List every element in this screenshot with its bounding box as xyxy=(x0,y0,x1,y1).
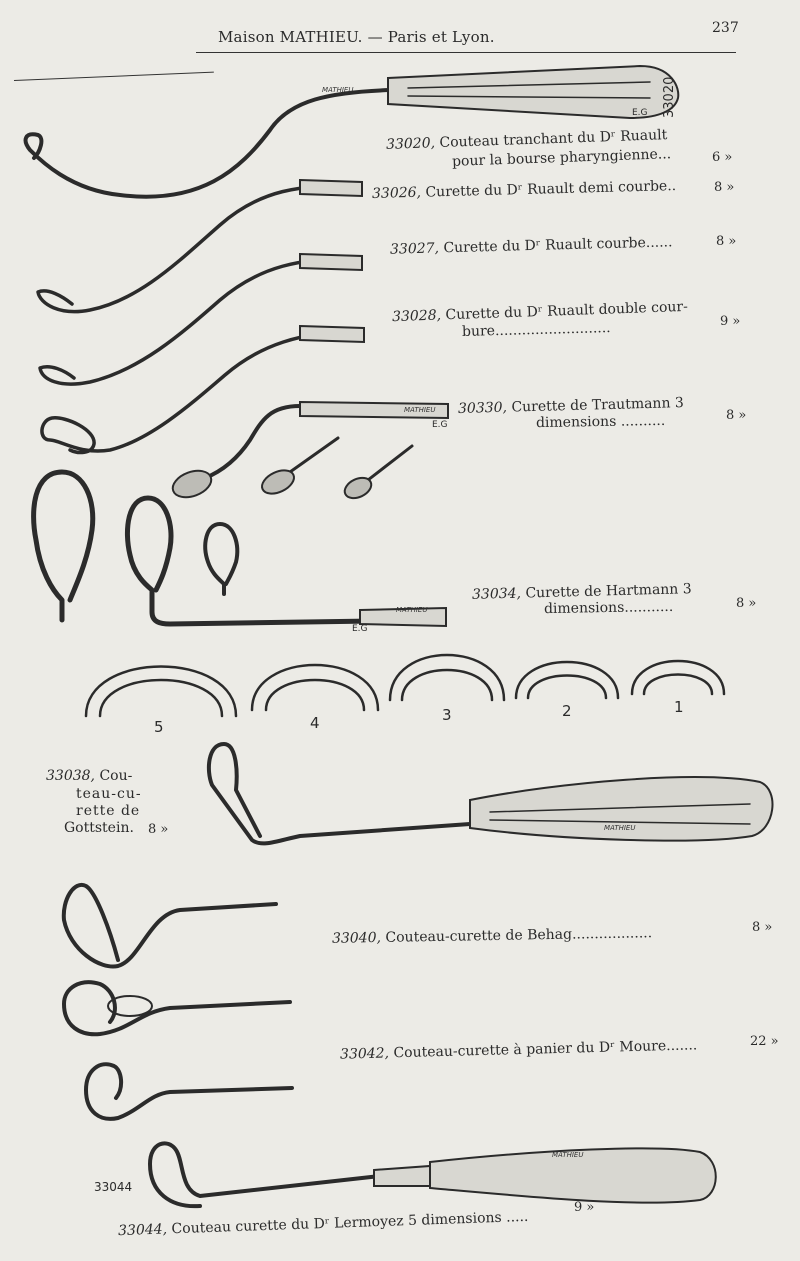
entry-33038-line3: rette de xyxy=(76,803,141,819)
page-header-title: Maison MATHIEU. — Paris et Lyon. xyxy=(218,28,495,46)
entry-33027-price: 8 » xyxy=(716,234,737,249)
entry-code: 33038, xyxy=(46,768,95,784)
entry-code: 33028, xyxy=(391,307,442,326)
entry-code: 33042, xyxy=(339,1045,390,1063)
entry-code: 33044, xyxy=(117,1221,168,1240)
stamp-eg-1: E.G xyxy=(632,108,648,118)
entry-text: Curette du Dʳ Ruault courbe...... xyxy=(443,234,673,257)
instrument-33042-illustration xyxy=(64,982,292,1119)
entry-text: Curette du Dʳ Ruault demi courbe.. xyxy=(425,178,677,201)
entry-code: 33020, xyxy=(385,135,436,153)
instrument-33027-illustration xyxy=(40,254,362,384)
svg-text:MATHIEU: MATHIEU xyxy=(404,406,436,414)
entry-text: Curette du Dʳ Ruault double cour- xyxy=(445,298,689,324)
svg-text:MATHIEU: MATHIEU xyxy=(396,606,428,614)
stamp-code-33020: 33020 xyxy=(662,76,677,118)
entry-code: 30330, xyxy=(457,399,508,417)
size-label-5: 5 xyxy=(154,718,164,736)
instrument-30330-illustration xyxy=(169,402,448,502)
entry-code: 33027, xyxy=(389,240,440,258)
entry-text: Curette de Trautmann 3 xyxy=(511,395,685,416)
entry-33038-line4: Gottstein. xyxy=(64,820,134,836)
hartmann-size-arcs xyxy=(86,655,724,716)
entry-33028-line2: bure.......................... xyxy=(461,320,611,340)
entry-33034-line2: dimensions........... xyxy=(543,598,674,618)
svg-text:MATHIEU: MATHIEU xyxy=(322,86,354,94)
entry-33038-line2: teau-cu- xyxy=(76,786,142,802)
entry-33040-price: 8 » xyxy=(752,920,773,935)
instrument-33026-illustration xyxy=(38,180,362,312)
instrument-33044-illustration xyxy=(150,1143,716,1206)
entry-text: Curette de Hartmann 3 xyxy=(525,581,692,602)
entry-30330-line2: dimensions .......... xyxy=(535,412,666,432)
entry-code: 33026, xyxy=(371,184,422,202)
entry-code: 33034, xyxy=(471,585,522,603)
instrument-33040-illustration xyxy=(64,885,276,967)
svg-text:MATHIEU: MATHIEU xyxy=(604,824,636,832)
entry-33038 xyxy=(46,768,132,784)
stamp-eg-3: E.G xyxy=(352,624,368,634)
entry-33020-line2: pour la bourse pharyngienne... xyxy=(451,146,672,170)
entry-text: Couteau curette du Dʳ Lermoyez 5 dimensions ..... xyxy=(171,1208,529,1238)
entry-text: Couteau-curette de Behag.................. xyxy=(385,925,653,946)
entry-33026-price: 8 » xyxy=(714,180,735,195)
entry-text: Cou- xyxy=(99,768,133,784)
entry-text: Couteau-curette à panier du Dʳ Moure....... xyxy=(393,1037,698,1062)
size-label-1: 1 xyxy=(674,698,684,716)
page-number: 237 xyxy=(712,20,739,36)
entry-33038-price: 8 » xyxy=(148,822,169,837)
entry-30330-price: 8 » xyxy=(726,408,747,423)
svg-text:MATHIEU: MATHIEU xyxy=(552,1151,584,1159)
entry-33020-price: 6 » xyxy=(712,150,733,165)
entry-33042-price: 22 » xyxy=(750,1034,779,1049)
entry-text: Couteau tranchant du Dʳ Ruault xyxy=(439,127,668,152)
entry-code: 33040, xyxy=(331,929,382,947)
stamp-eg-2: E.G xyxy=(432,420,448,430)
size-label-4: 4 xyxy=(310,714,320,732)
instrument-33034-illustration xyxy=(34,472,446,626)
size-label-3: 3 xyxy=(442,706,452,724)
entry-33034-price: 8 » xyxy=(736,596,757,611)
entry-33044-price: 9 » xyxy=(574,1200,595,1215)
instrument-33038-illustration xyxy=(209,744,773,843)
stamp-code-33044: 33044 xyxy=(94,1180,133,1194)
size-label-2: 2 xyxy=(562,702,572,720)
instrument-33028-illustration xyxy=(42,326,364,452)
entry-33028-price: 9 » xyxy=(720,314,741,329)
